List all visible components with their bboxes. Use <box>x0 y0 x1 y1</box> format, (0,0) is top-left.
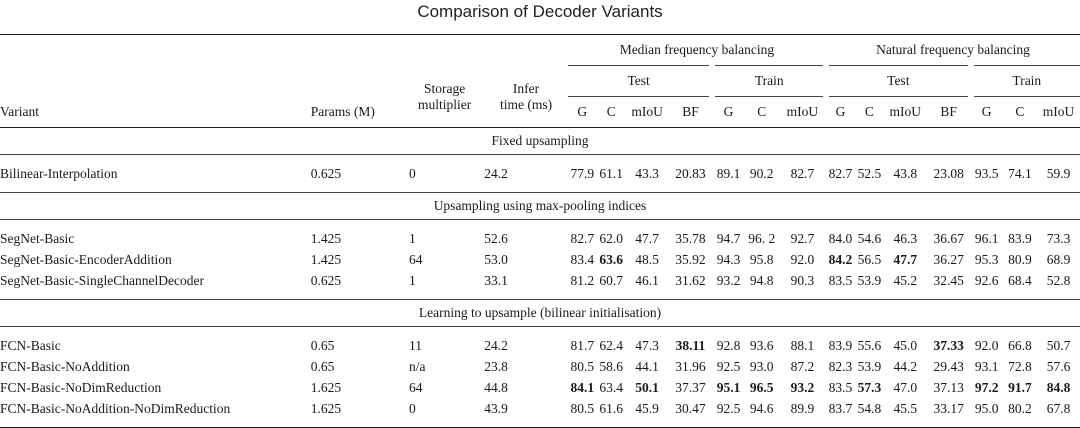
metric-cell: 80.5 <box>570 358 595 374</box>
metric-cell <box>927 335 971 356</box>
metric-cell: 32.45 <box>933 272 964 288</box>
metric-cell <box>568 377 597 398</box>
header-infer-line2: time (ms) <box>499 96 553 112</box>
best-value: 84.8 <box>1046 379 1071 395</box>
params-cell: 0.625 <box>310 272 342 288</box>
header-metric-bf: BF <box>682 104 699 119</box>
metric-cell: 58.6 <box>599 358 624 374</box>
header-metric-miou: mIoU <box>889 104 922 119</box>
metric-cell <box>826 249 855 270</box>
metric-cell: 59.9 <box>1046 165 1071 181</box>
metric-cell: 94.6 <box>749 400 774 416</box>
metric-cell: 81.2 <box>570 272 595 288</box>
header-variant: Variant <box>0 103 39 119</box>
metric-cell: 35.78 <box>675 230 706 246</box>
metric-cell <box>1037 377 1080 398</box>
metric-cell: 67.8 <box>1046 400 1071 416</box>
metric-cell: 33.17 <box>933 400 964 416</box>
metric-cell: 30.47 <box>675 400 706 416</box>
metric-cell: 95.8 <box>749 251 774 267</box>
variant-cell: FCN-Basic-NoAddition-NoDimReduction <box>0 400 231 416</box>
params-cell: 0.625 <box>310 165 342 181</box>
metric-cell: 54.8 <box>857 400 882 416</box>
infer-cell: 44.8 <box>484 379 508 395</box>
variant-cell: FCN-Basic-NoAddition <box>0 358 130 374</box>
metric-cell: 62.4 <box>599 337 624 353</box>
variant-cell: Bilinear-Interpolation <box>0 165 118 181</box>
table-row <box>0 249 1080 270</box>
header-metric-c: C <box>1015 104 1025 119</box>
params-cell: 0.65 <box>310 358 335 374</box>
metric-cell: 48.5 <box>635 251 659 267</box>
header-metric-miou: mIoU <box>1042 104 1075 119</box>
metric-cell: 46.1 <box>635 272 659 288</box>
table-row <box>0 228 1080 249</box>
metric-cell: 83.9 <box>1008 230 1032 246</box>
metric-cell: 23.08 <box>933 165 964 181</box>
metric-cell: 80.2 <box>1008 400 1032 416</box>
table-title: Comparison of Decoder Variants <box>417 2 663 21</box>
metric-cell: 92.5 <box>716 358 741 374</box>
metric-cell: 73.3 <box>1046 230 1071 246</box>
params-cell: 1.625 <box>310 379 342 395</box>
metric-cell <box>884 249 927 270</box>
metric-cell: 44.2 <box>893 358 918 374</box>
header-median-train: Train <box>712 66 826 97</box>
header-metric-g: G <box>835 104 846 119</box>
metric-cell: 92.6 <box>974 272 999 288</box>
metric-cell <box>855 377 884 398</box>
header-median-test: Test <box>568 66 713 97</box>
best-value: 84.2 <box>828 251 853 267</box>
metric-cell: 93.1 <box>974 358 999 374</box>
metric-cell: 60.7 <box>599 272 624 288</box>
header-metric-g: G <box>723 104 734 119</box>
metric-cell: 54.6 <box>857 230 882 246</box>
metric-cell: 63.4 <box>599 379 624 395</box>
metric-cell: 61.6 <box>599 400 624 416</box>
metric-cell: 77.9 <box>570 165 595 181</box>
params-cell: 1.425 <box>310 230 342 246</box>
header-infer-line1: Infer <box>512 80 540 96</box>
metric-cell <box>971 377 1003 398</box>
metric-cell: 92.0 <box>974 337 999 353</box>
best-value: 84.1 <box>570 379 595 395</box>
metric-cell: 45.2 <box>893 272 918 288</box>
metric-cell: 46.3 <box>893 230 918 246</box>
section-label: Upsampling using max-pooling indices <box>0 193 1080 220</box>
params-cell: 0.65 <box>310 337 335 353</box>
storage-cell: 1 <box>408 230 416 246</box>
header-natural-train: Train <box>971 66 1080 97</box>
params-cell: 1.425 <box>310 251 342 267</box>
metric-cell <box>626 377 669 398</box>
metric-cell: 44.1 <box>635 358 659 374</box>
metric-cell: 43.8 <box>893 165 918 181</box>
metric-cell: 95.0 <box>974 400 999 416</box>
metric-cell <box>745 377 779 398</box>
metric-cell: 95.3 <box>974 251 999 267</box>
header-natural: Natural frequency balancing <box>826 35 1080 66</box>
metric-cell: 74.1 <box>1008 165 1032 181</box>
metric-cell: 94.7 <box>716 230 741 246</box>
best-value: 91.7 <box>1008 379 1032 395</box>
metric-cell: 93.2 <box>716 272 741 288</box>
best-value: 97.2 <box>974 379 999 395</box>
table-row <box>0 163 1080 184</box>
params-cell: 1.625 <box>310 400 342 416</box>
metric-cell: 93.0 <box>749 358 774 374</box>
storage-cell: 64 <box>408 251 423 267</box>
metric-cell: 45.0 <box>893 337 918 353</box>
metric-cell: 90.3 <box>790 272 815 288</box>
infer-cell: 52.6 <box>484 230 508 246</box>
best-value: 93.2 <box>790 379 815 395</box>
metric-cell: 43.3 <box>635 165 659 181</box>
variant-cell: SegNet-Basic <box>0 230 75 246</box>
header-params: Params (M) <box>310 103 375 119</box>
infer-cell: 23.8 <box>484 358 508 374</box>
metric-cell: 80.9 <box>1008 251 1032 267</box>
metric-cell: 61.1 <box>599 165 624 181</box>
metric-cell: 45.5 <box>893 400 918 416</box>
section-label: Fixed upsampling <box>491 133 589 148</box>
metric-cell: 84.0 <box>828 230 853 246</box>
variant-cell: SegNet-Basic-EncoderAddition <box>0 251 172 267</box>
metric-cell <box>597 249 626 270</box>
header-metric-g: G <box>981 104 992 119</box>
table-row <box>0 270 1080 291</box>
metric-cell: 47.0 <box>893 379 918 395</box>
metric-cell: 96. 2 <box>748 230 776 246</box>
metric-cell: 83.5 <box>828 379 853 395</box>
storage-cell: 1 <box>408 272 416 288</box>
metric-cell: 50.7 <box>1046 337 1071 353</box>
header-metric-miou: mIoU <box>631 104 663 119</box>
metric-cell: 66.8 <box>1008 337 1032 353</box>
metric-cell: 31.62 <box>675 272 706 288</box>
variant-cell: SegNet-Basic-SingleChannelDecoder <box>0 272 204 288</box>
metric-cell: 52.5 <box>857 165 882 181</box>
metric-cell: 94.8 <box>749 272 774 288</box>
metric-cell: 47.7 <box>635 230 659 246</box>
header-spacer <box>0 35 311 66</box>
metric-cell: 83.5 <box>828 272 853 288</box>
decoder-comparison-table <box>0 34 1080 428</box>
metric-cell: 55.6 <box>857 337 882 353</box>
metric-cell: 87.2 <box>790 358 815 374</box>
best-value: 95.1 <box>716 379 741 395</box>
table-row <box>0 398 1080 419</box>
variant-cell: FCN-Basic-NoDimReduction <box>0 379 162 395</box>
metric-cell: 36.27 <box>933 251 964 267</box>
header-metric-c: C <box>606 104 616 119</box>
header-storage-line1: Storage <box>424 80 466 96</box>
metric-cell <box>779 377 826 398</box>
metric-cell: 47.3 <box>635 337 659 353</box>
header-metric-g: G <box>577 104 588 119</box>
metric-cell: 93.6 <box>749 337 774 353</box>
metric-cell: 53.9 <box>857 358 882 374</box>
metric-cell <box>1003 377 1037 398</box>
header-metric-bf: BF <box>940 104 957 119</box>
metric-cell: 57.6 <box>1046 358 1071 374</box>
metric-cell: 56.5 <box>857 251 882 267</box>
metric-cell: 62.0 <box>599 230 624 246</box>
best-value: 96.5 <box>749 379 774 395</box>
metric-cell: 83.9 <box>828 337 853 353</box>
infer-cell: 43.9 <box>484 400 508 416</box>
metric-cell: 94.3 <box>716 251 741 267</box>
metric-cell: 90.2 <box>749 165 774 181</box>
table-row <box>0 356 1080 377</box>
header-storage-line2: multiplier <box>418 96 472 112</box>
metric-cell: 93.5 <box>974 165 999 181</box>
best-value: 63.6 <box>599 251 624 267</box>
metric-cell: 82.3 <box>828 358 853 374</box>
metric-cell: 81.7 <box>570 337 595 353</box>
metric-cell: 82.7 <box>790 165 815 181</box>
metric-cell: 82.7 <box>570 230 595 246</box>
metric-cell: 45.9 <box>635 400 659 416</box>
metric-cell: 88.1 <box>790 337 815 353</box>
infer-cell: 33.1 <box>484 272 508 288</box>
metric-cell: 80.5 <box>570 400 595 416</box>
metric-cell: 36.67 <box>933 230 964 246</box>
storage-cell: 0 <box>408 400 416 416</box>
header-median: Median frequency balancing <box>568 35 826 66</box>
storage-cell: 64 <box>408 379 423 395</box>
metric-cell: 82.7 <box>828 165 853 181</box>
storage-cell: 11 <box>408 337 422 353</box>
metric-cell: 96.1 <box>974 230 999 246</box>
header-metric-c: C <box>757 104 767 119</box>
metric-cell: 37.13 <box>933 379 964 395</box>
header-metric-c: C <box>864 104 874 119</box>
metric-cell: 37.37 <box>675 379 706 395</box>
header-metric-miou: mIoU <box>786 104 819 119</box>
metric-cell: 83.4 <box>570 251 595 267</box>
storage-cell: n/a <box>408 358 426 374</box>
best-value: 47.7 <box>893 251 918 267</box>
metric-cell: 68.9 <box>1046 251 1071 267</box>
section-label: Learning to upsample (bilinear initialisation) <box>0 300 1080 327</box>
table-row <box>0 335 1080 356</box>
metric-cell: 92.5 <box>716 400 741 416</box>
best-value: 57.3 <box>857 379 882 395</box>
metric-cell: 29.43 <box>933 358 964 374</box>
metric-cell <box>669 335 713 356</box>
metric-cell: 72.8 <box>1008 358 1032 374</box>
metric-cell: 92.7 <box>790 230 815 246</box>
metric-cell: 89.1 <box>716 165 741 181</box>
metric-cell: 53.9 <box>857 272 882 288</box>
best-value: 38.11 <box>675 337 706 353</box>
infer-cell: 24.2 <box>484 165 508 181</box>
metric-cell <box>712 377 744 398</box>
infer-cell: 53.0 <box>484 251 508 267</box>
best-value: 37.33 <box>933 337 964 353</box>
variant-cell: FCN-Basic <box>0 337 61 353</box>
best-value: 50.1 <box>635 379 659 395</box>
storage-cell: 0 <box>408 165 416 181</box>
metric-cell: 92.0 <box>790 251 815 267</box>
table-row <box>0 377 1080 398</box>
metric-cell: 83.7 <box>828 400 853 416</box>
metric-cell: 52.8 <box>1046 272 1071 288</box>
metric-cell: 68.4 <box>1008 272 1032 288</box>
metric-cell: 31.96 <box>675 358 706 374</box>
infer-cell: 24.2 <box>484 337 508 353</box>
metric-cell: 35.92 <box>675 251 706 267</box>
metric-cell: 92.8 <box>716 337 741 353</box>
header-natural-test: Test <box>826 66 971 97</box>
metric-cell: 89.9 <box>790 400 815 416</box>
metric-cell: 20.83 <box>675 165 706 181</box>
